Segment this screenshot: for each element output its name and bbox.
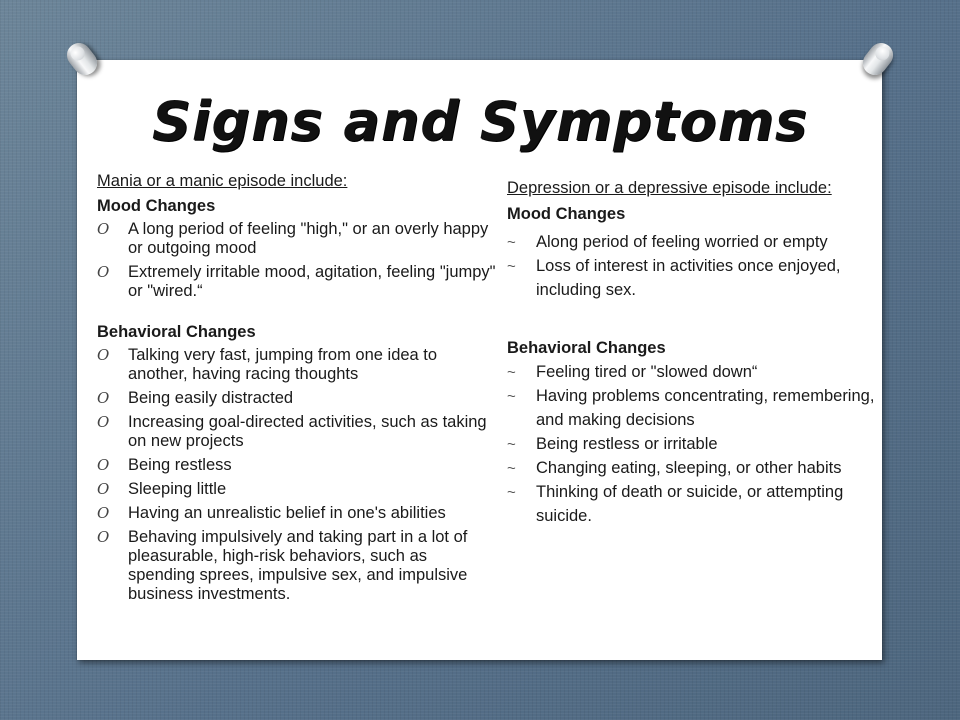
bullet-icon: ~	[507, 234, 516, 251]
bullet-icon: ~	[507, 364, 516, 381]
list-item: O Extremely irritable mood, agitation, feeling "jumpy" or "wired.“	[97, 263, 496, 300]
depression-behavior-heading: Behavioral Changes	[507, 339, 666, 357]
bullet-icon: ~	[507, 484, 516, 501]
bullet-icon: ~	[507, 436, 516, 453]
bullet-icon: O	[97, 263, 110, 281]
depression-column	[507, 176, 887, 528]
bullet-icon: O	[97, 504, 110, 522]
list-item: ~ Loss of interest in activities once enjoyed, including sex.	[507, 257, 841, 299]
slide-title: Signs and Symptoms	[151, 90, 809, 153]
list-item: ~ Changing eating, sleeping, or other habits	[507, 456, 887, 480]
mania-intro: Mania or a manic episode include:	[97, 172, 348, 190]
list-item: ~ Along period of feeling worried or empty	[507, 230, 887, 254]
depression-mood-list	[507, 230, 887, 302]
list-item: O Talking very fast, jumping from one idea to another, having racing thoughts	[97, 346, 438, 383]
bullet-icon: O	[97, 480, 110, 498]
mania-mood-list	[97, 220, 497, 301]
mania-behavior-list	[97, 346, 497, 604]
bullet-icon: ~	[507, 460, 516, 477]
bullet-icon: O	[97, 346, 110, 364]
list-item: ~ Being restless or irritable	[507, 432, 887, 456]
bullet-icon: ~	[507, 258, 516, 275]
list-item: O Having an unrealistic belief in one's abilities	[97, 504, 446, 522]
mania-mood-heading: Mood Changes	[97, 197, 216, 215]
bullet-icon: O	[97, 528, 110, 546]
bullet-icon: O	[97, 456, 110, 474]
list-item: O Sleeping little	[97, 480, 227, 498]
mania-column	[97, 172, 497, 609]
list-item: O Behaving impulsively and taking part in a lot of pleasurable, high-risk behaviors, such as spending sprees, impulsive sex, and impulsive business investments.	[97, 528, 468, 603]
depression-mood-heading: Mood Changes	[507, 205, 626, 223]
depression-behavior-list	[507, 360, 887, 528]
mania-behavior-heading: Behavioral Changes	[97, 323, 256, 341]
list-item: O Being easily distracted	[97, 389, 294, 407]
bullet-icon: O	[97, 413, 110, 431]
bullet-icon: ~	[507, 388, 516, 405]
list-item: O Increasing goal-directed activities, such as taking on new projects	[97, 413, 487, 450]
list-item: ~ Thinking of death or suicide, or attempting suicide.	[507, 483, 844, 525]
depression-intro: Depression or a depressive episode include:	[507, 179, 832, 197]
bullet-icon: O	[97, 220, 110, 238]
list-item: O A long period of feeling "high," or an overly happy or outgoing mood	[97, 220, 489, 257]
list-item: ~ Having problems concentrating, remembering, and making decisions	[507, 387, 875, 429]
bullet-icon: O	[97, 389, 110, 407]
list-item: ~ Feeling tired or "slowed down“	[507, 360, 887, 384]
list-item: O Being restless	[97, 456, 232, 474]
